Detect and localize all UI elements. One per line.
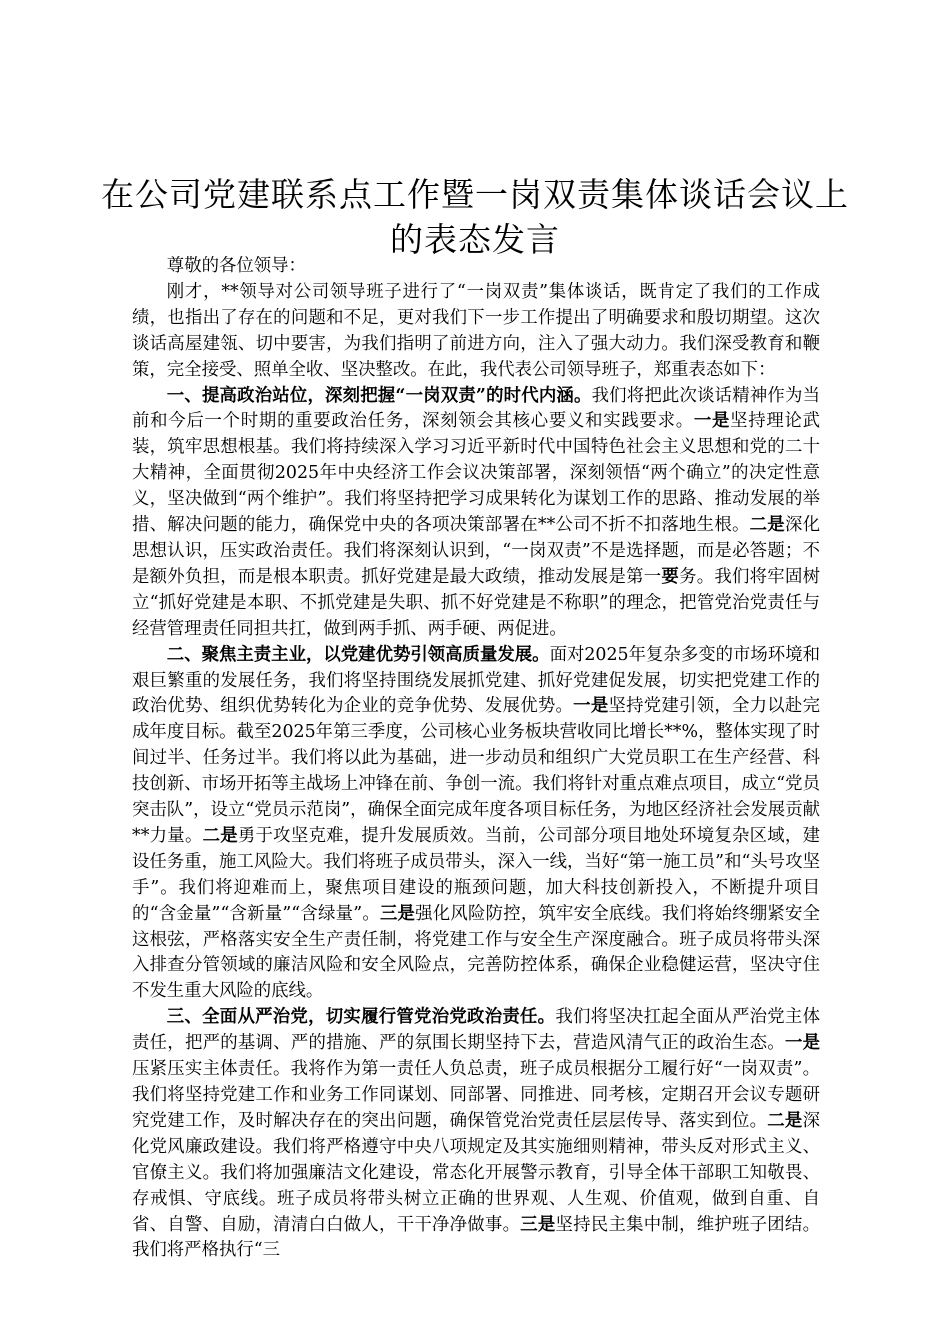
section-1-emphasis: 要 xyxy=(661,566,680,587)
section-1-point-1-marker: 一是 xyxy=(693,411,731,432)
section-3-paragraph xyxy=(132,1005,820,1264)
section-3-heading: 三、全面从严治党，切实履行管党治党政治责任。 xyxy=(166,1007,556,1028)
section-3-point-3-text: 坚持民主集中制，维护班子团结。我们将严格执行“三 xyxy=(132,1214,820,1261)
section-3-point-3-marker: 三是 xyxy=(520,1214,556,1235)
section-3-point-2-text: 深化党风廉政建设。我们将严格遵守中央八项规定及其实施细则精神，带头反对形式主义、官僚主义。我们将加强廉洁文化建设，常态化开展警示教育，引导全体干部职工知敬畏、存戒惧、守底线。班子成员将带头树立正确的世界观、人生观、价值观，做到自重、自省、自警、自励，清清白白做人，干干净净做事。 xyxy=(132,1110,820,1235)
section-1-heading: 一、提高政治站位，深刻把握“一岗双责”的时代内涵。 xyxy=(166,385,592,406)
section-3-point-1-marker: 一是 xyxy=(784,1033,820,1054)
section-1-point-2-text-end: 务。我们将牢固树立“抓好党建是本职、不抓党建是失职、抓不好党建是不称职”的理念，把管党治党责任与经营管理责任同担共扛，做到两手抓、两手硬、两促进。 xyxy=(132,566,820,639)
intro-paragraph: 刚才，**领导对公司领导班子进行了“一岗双责”集体谈话，既肯定了我们的工作成绩，也指出了存在的问题和不足，更对我们下一步工作提出了明确要求和殷切期望。这次谈话高屋建瓴、切中要害，为我们指明了前进方向，注入了强大动力。我们深受教育和鞭策，完全接受、照单全收、坚决整改。在此，我代表公司领导班子，郑重表态如下： xyxy=(132,281,820,380)
section-1-text: 我们将把此次谈话精神作为当前和今后一个时期的重要政治任务，深刻领会其核心要义和实践要求。 xyxy=(132,385,820,432)
section-3-text: 我们将坚决扛起全面从严治党主体责任，把严的基调、严的措施、严的氛围长期坚持下去，营造风清气正的政治生态。 xyxy=(132,1007,820,1054)
section-2-text: 面对2025年复杂多变的市场环境和艰巨繁重的发展任务，我们将坚持围绕发展抓党建、抓好党建促发展，切实把党建工作的政治优势、组织优势转化为企业的竞争优势、发展优势。 xyxy=(132,644,820,717)
document-body xyxy=(132,254,820,1264)
section-2-point-3-text: 强化风险防控，筑牢安全底线。我们将始终绷紧安全这根弦，严格落实安全生产责任制，将党建工作与安全生产深度融合。班子成员将带头深入排查分管领域的廉洁风险和安全风险点，完善防控体系，确保企业稳健运营，坚决守住不发生重大风险的底线。 xyxy=(132,903,820,1002)
section-1-point-2-text: 深化思想认识，压实政治责任。我们将深刻认识到，“一岗双责”不是选择题，而是必答题；不是额外负担，而是根本职责。抓好党建是最大政绩，推动发展是第一 xyxy=(132,515,820,587)
document-title: 在公司党建联系点工作暨一岗双责集体谈话会议上的表态发言 xyxy=(101,175,849,259)
section-2-point-1-marker: 一是 xyxy=(573,696,609,717)
section-2-point-3-marker: 三是 xyxy=(379,903,416,924)
section-3-point-1-text: 压紧压实主体责任。我将作为第一责任人负总责，班子成员根据分工履行好“一岗双责”。我们将坚持党建工作和业务工作同谋划、同部署、同推进、同考核，定期召开会议专题研究党建工作，及时解决存在的突出问题，确保管党治党责任层层传导、落实到位。 xyxy=(132,1059,820,1131)
salutation: 尊敬的各位领导： xyxy=(166,256,306,276)
section-1-paragraph xyxy=(132,384,820,643)
section-3-point-2-marker: 二是 xyxy=(767,1110,803,1131)
section-2-paragraph xyxy=(132,643,820,1006)
section-1-point-1-text: 坚持理论武装，筑牢思想根基。我们将持续深入学习习近平新时代中国特色社会主义思想和党的二十大精神，全面贯彻2025年中央经济工作会议决策部署，深刻领悟“两个确立”的决定性意义，坚决做到“两个维护”。我们将坚持把学习成果转化为谋划工作的思路、推动发展的举措、解决问题的能力，确保党中央的各项决策部署在**公司不折不扣落地生根。 xyxy=(132,411,820,536)
section-2-point-1-text: 坚持党建引领，全力以赴完成年度目标。截至2025年第三季度，公司核心业务板块营收同比增长**%，整体实现了时间过半、任务过半。我们将以此为基础，进一步动员和组织广大党员职工在生产经营、科技创新、市场开拓等主战场上冲锋在前、争创一流。我们将针对重点难点项目，成立“党员突击队”，设立“党员示范岗”，确保全面完成年度各项目标任务，为地区经济社会发展贡献**力量。 xyxy=(132,696,820,846)
section-2-point-2-marker: 二是 xyxy=(202,825,238,846)
section-2-heading: 二、聚焦主责主业，以党建优势引领高质量发展。 xyxy=(166,644,550,665)
section-2-point-2-text: 勇于攻坚克难，提升发展质效。当前，公司部分项目地处环境复杂区域，建设任务重，施工风险大。我们将班子成员带头，深入一线，当好“第一施工员”和“头号攻坚手”。我们将迎难而上，聚焦项目建设的瓶颈问题，加大科技创新投入，不断提升项目的“含金量”“含新量”“含绿量”。 xyxy=(132,825,820,924)
section-1-point-2-marker: 二是 xyxy=(749,515,785,536)
